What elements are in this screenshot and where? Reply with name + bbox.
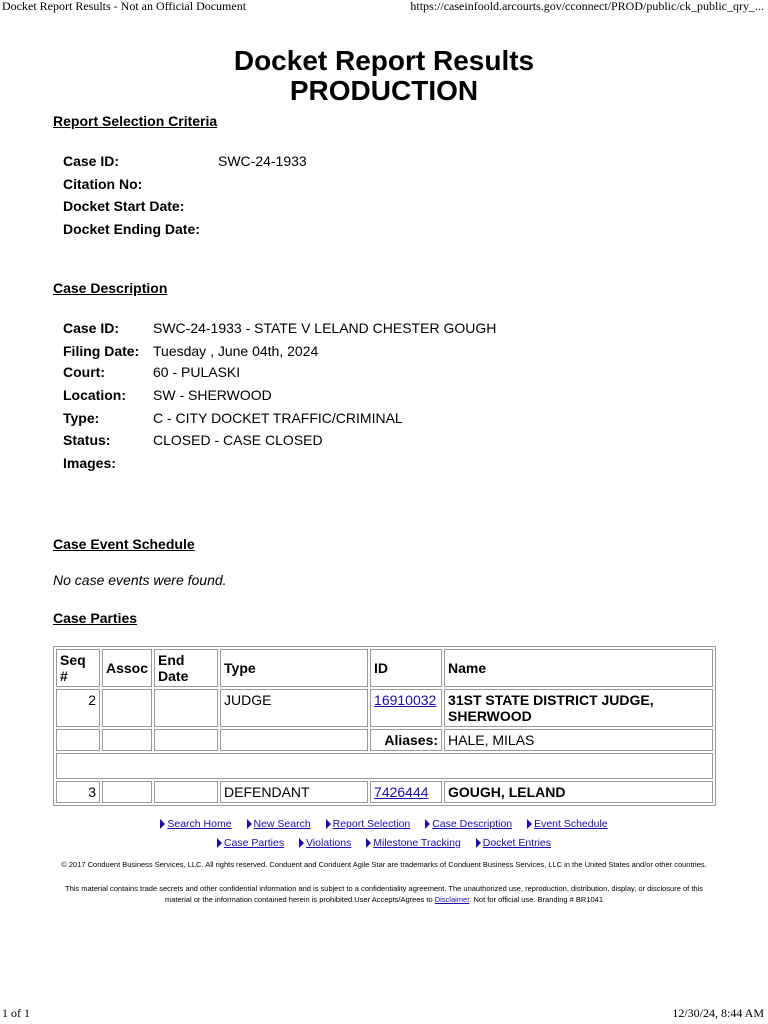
description-heading: Case Description — [53, 280, 168, 296]
nav-link[interactable]: Event Schedule — [534, 818, 608, 830]
description-label: Court: — [63, 364, 105, 380]
parties-table-viewport — [53, 646, 716, 806]
table-row — [56, 689, 713, 727]
copyright-text: © 2017 Conduent Business Services, LLC. All rights reserved. Conduent and Conduent Agile Star are trademarks of Conduent Business Services, LLC in the United States and/or other countries. — [61, 860, 707, 869]
nav-link[interactable]: Report Selection — [332, 818, 411, 830]
nav-report-selection[interactable] — [326, 818, 411, 830]
nav-case-description[interactable] — [425, 818, 512, 830]
criteria-heading: Report Selection Criteria — [53, 113, 218, 129]
description-value: C - CITY DOCKET TRAFFIC/CRIMINAL — [153, 410, 403, 426]
branding-text: . Not for official use. Branding # BR1041 — [469, 895, 604, 904]
criteria-label: Case ID: — [63, 153, 120, 169]
print-footer — [0, 1006, 768, 1024]
nav-link[interactable]: Milestone Tracking — [373, 837, 461, 849]
col-seq: Seq # — [56, 649, 100, 687]
events-heading: Case Event Schedule — [53, 536, 195, 552]
criteria-label: Docket Ending Date: — [63, 221, 200, 237]
description-value: 60 - PULASKI — [153, 364, 241, 380]
triangle-right-icon — [247, 819, 252, 829]
nav-search-home[interactable] — [160, 818, 231, 830]
triangle-right-icon — [217, 838, 222, 848]
description-value: CLOSED - CASE CLOSED — [153, 432, 323, 448]
confidentiality-notice — [60, 883, 708, 905]
print-header — [0, 0, 768, 14]
cell-empty — [56, 729, 100, 751]
party-id-link[interactable]: 7426444 — [374, 784, 429, 800]
nav-link[interactable]: Violations — [306, 837, 352, 849]
cell-type: JUDGE — [220, 689, 368, 727]
page-count: 1 of 1 — [2, 1006, 30, 1020]
description-value: Tuesday , June 04th, 2024 — [153, 343, 319, 359]
criteria-label: Docket Start Date: — [63, 198, 185, 214]
nav-violations[interactable] — [299, 837, 351, 849]
cell-type: DEFENDANT — [220, 781, 368, 803]
nav-link[interactable]: Search Home — [167, 818, 232, 830]
print-header-title: Docket Report Results - Not an Official Document — [2, 0, 247, 13]
nav-row-2 — [0, 837, 768, 849]
cell-seq: 2 — [56, 689, 100, 727]
print-timestamp: 12/30/24, 8:44 AM — [672, 1006, 764, 1020]
table-row-aliases — [56, 729, 713, 751]
description-label: Location: — [63, 387, 126, 403]
description-label: Type: — [63, 410, 100, 426]
no-events-message: No case events were found. — [53, 572, 227, 588]
cell-empty — [154, 729, 218, 751]
triangle-right-icon — [476, 838, 481, 848]
triangle-right-icon — [326, 819, 331, 829]
cell-assoc — [102, 781, 152, 803]
col-assoc: Assoc — [102, 649, 152, 687]
table-header-row — [56, 649, 713, 687]
parties-table — [53, 646, 716, 806]
triangle-right-icon — [425, 819, 430, 829]
parties-heading: Case Parties — [53, 610, 138, 626]
description-value: SW - SHERWOOD — [153, 387, 272, 403]
description-label: Case ID: — [63, 320, 120, 336]
nav-new-search[interactable] — [247, 818, 311, 830]
table-spacer-row — [56, 753, 713, 779]
disclaimer-link[interactable]: Disclaimer — [434, 895, 470, 904]
cell-aliases: HALE, MILAS — [444, 729, 713, 751]
nav-case-parties[interactable] — [217, 837, 284, 849]
col-type: Type — [220, 649, 368, 687]
nav-link[interactable]: New Search — [253, 818, 311, 830]
nav-docket-entries[interactable] — [476, 837, 551, 849]
triangle-right-icon — [366, 838, 371, 848]
page-title — [0, 46, 768, 104]
cell-aliases-label: Aliases: — [370, 729, 442, 751]
col-id: ID — [370, 649, 442, 687]
confidentiality-text: This material contains trade secrets and other confidential information and is subject to a confidentiality agreement. The unauthorized use, reproduction, distribution, display, or disclosure of this material or the information contained herein is prohibited.User Accepts/Agrees to — [65, 884, 703, 904]
cell-assoc — [102, 689, 152, 727]
nav-event-schedule[interactable] — [527, 818, 608, 830]
nav-row-1 — [0, 818, 768, 830]
description-label: Images: — [63, 455, 116, 471]
cell-spacer — [56, 753, 713, 779]
cell-end-date — [154, 689, 218, 727]
triangle-right-icon — [160, 819, 165, 829]
table-row — [56, 781, 713, 803]
cell-seq: 3 — [56, 781, 100, 803]
cell-name: GOUGH, LELAND — [444, 781, 713, 803]
page-title-line1: Docket Report Results — [233, 46, 535, 76]
nav-link[interactable]: Case Description — [432, 818, 513, 830]
nav-milestone-tracking[interactable] — [366, 837, 461, 849]
cell-name: 31ST STATE DISTRICT JUDGE, SHERWOOD — [444, 689, 713, 727]
triangle-right-icon — [527, 819, 532, 829]
nav-link[interactable]: Case Parties — [223, 837, 285, 849]
cell-end-date — [154, 781, 218, 803]
criteria-value: SWC-24-1933 — [218, 153, 307, 169]
col-end-date: End Date — [154, 649, 218, 687]
nav-link[interactable]: Docket Entries — [482, 837, 552, 849]
description-label: Status: — [63, 432, 111, 448]
triangle-right-icon — [299, 838, 304, 848]
party-id-link[interactable]: 16910032 — [374, 692, 437, 708]
cell-id — [370, 689, 442, 727]
page-title-line2: PRODUCTION — [289, 75, 479, 104]
criteria-label: Citation No: — [63, 176, 143, 192]
print-header-url: https://caseinfoold.arcourts.gov/cconnect/PROD/public/ck_public_qry_... — [410, 0, 764, 13]
cell-empty — [220, 729, 368, 751]
col-name: Name — [444, 649, 713, 687]
description-value: SWC-24-1933 - STATE V LELAND CHESTER GOUGH — [153, 320, 497, 336]
description-label: Filing Date: — [63, 343, 140, 359]
cell-id — [370, 781, 442, 803]
cell-empty — [102, 729, 152, 751]
